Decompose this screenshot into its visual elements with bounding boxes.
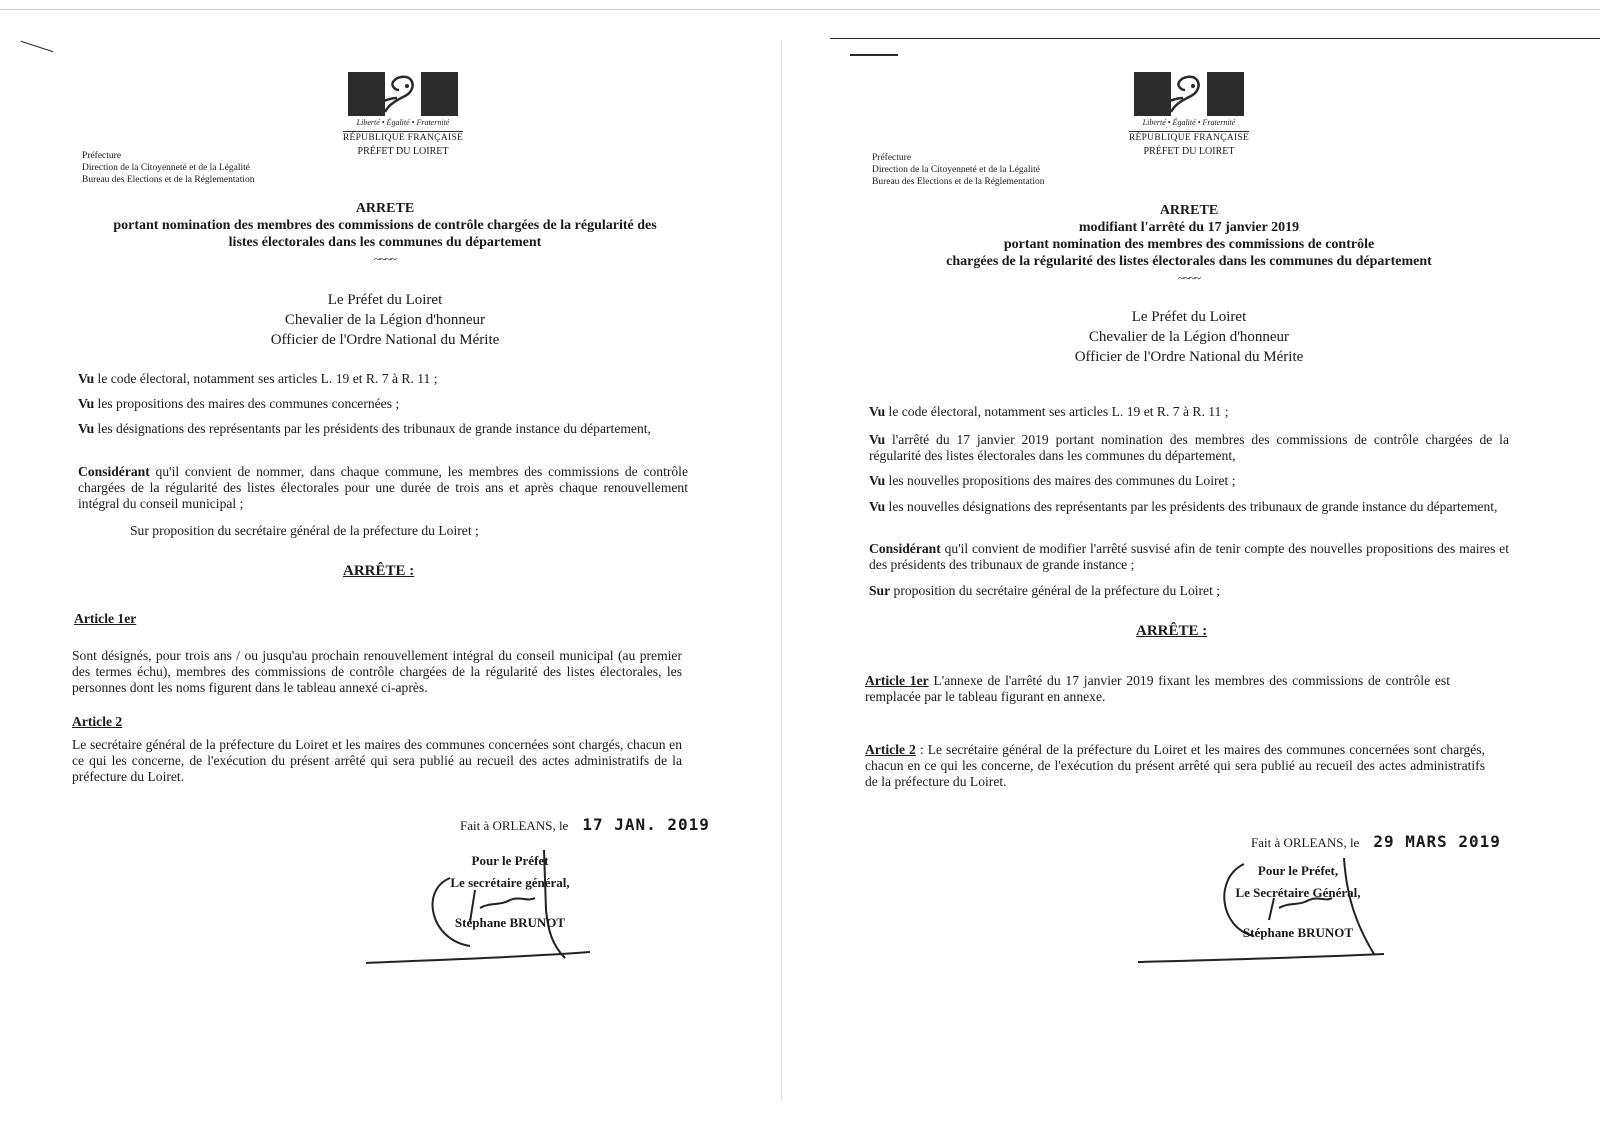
marianne-logo <box>328 72 478 157</box>
article-1-text: Sont désignés, pour trois ans / ou jusqu'au prochain renouvellement intégral du conseil municipal (au premier des termes échu), membres des commissions de contrôle chargées de la régularité des listes électorales, les personnes dont les noms figurent dans le tableau annexé ci-après. <box>72 648 682 695</box>
decree-subtitle: listes électorales dans les communes du département <box>228 235 542 250</box>
marianne-profile-icon <box>1153 74 1213 114</box>
ornament: ~~~~ <box>1178 271 1200 285</box>
article-1-title: Article 1er <box>865 673 929 688</box>
authority-line: Le Préfet du Loiret <box>1131 309 1247 325</box>
republic-label: RÉPUBLIQUE FRANÇAISE <box>1128 133 1250 143</box>
authority-line: Chevalier de la Légion d'honneur <box>1088 329 1290 345</box>
right-document <box>848 0 1530 1131</box>
article-2 <box>865 742 1485 790</box>
decree-title: ARRETE <box>355 201 415 216</box>
authority-block <box>60 290 710 350</box>
signature-place-date <box>460 815 710 834</box>
decree-subtitle: modifiant l'arrêté du 17 janvier 2019 <box>1078 220 1300 235</box>
service-block <box>82 150 255 186</box>
republic-label: RÉPUBLIQUE FRANÇAISE <box>342 133 464 143</box>
decree-subtitle: chargées de la régularité des listes électorales dans les communes du département <box>946 254 1432 269</box>
decree-heading <box>848 202 1530 287</box>
proposal-paragraph: Sur proposition du secrétaire général de la préfecture du Loiret ; <box>130 523 479 538</box>
decree-label: ARRÊTE : <box>1136 623 1208 639</box>
date-stamp: 17 JAN. 2019 <box>582 815 710 834</box>
authority-line: Officier de l'Ordre National du Mérite <box>1074 349 1304 365</box>
page-divider <box>781 40 782 1100</box>
signatory-line: Pour le Préfet <box>471 853 549 868</box>
decree-title: ARRETE <box>1159 203 1219 218</box>
prefet-label: PRÉFET DU LOIRET <box>357 146 449 157</box>
article-1-title: Article 1er <box>74 611 137 626</box>
fait-label: Fait à ORLEANS, le <box>1251 835 1360 850</box>
service-line: Bureau des Elections et de la Réglementation <box>872 177 1045 187</box>
authority-block <box>848 307 1530 367</box>
service-line: Direction de la Citoyenneté et de la Légalité <box>872 165 1041 175</box>
visa-paragraph: Vu les nouvelles désignations des représentants par les présidents des tribunaux de grande instance du département, <box>869 499 1498 514</box>
decree-subtitle: portant nomination des membres des commissions de contrôle <box>1003 237 1375 252</box>
date-stamp: 29 MARS 2019 <box>1373 832 1501 851</box>
article-2-title: Article 2 <box>72 714 123 729</box>
authority-line: Chevalier de la Légion d'honneur <box>284 312 486 328</box>
marianne-logo <box>1114 72 1264 157</box>
visa-paragraph: Vu l'arrêté du 17 janvier 2019 portant nomination des membres des commissions de contrôle chargées de la régularité des listes électorales dans les communes du département, <box>869 432 1509 463</box>
article-2-text: : Le secrétaire général de la préfecture du Loiret et les maires des communes concernées sont chargés, chacun en ce qui les concerne, de l'exécution du présent arrêté qui sera publié au recueil des actes administratifs de la préfecture du Loiret. <box>865 742 1485 789</box>
visa-paragraph: Vu les nouvelles propositions des maires des communes du Loiret ; <box>869 473 1236 488</box>
authority-line: Le Préfet du Loiret <box>327 292 443 308</box>
visa-paragraph: Vu les propositions des maires des communes concernées ; <box>78 396 400 411</box>
decree-heading <box>60 200 710 268</box>
visa-paragraph: Vu les désignations des représentants par les présidents des tribunaux de grande instance du département, <box>78 421 651 436</box>
flag-icon <box>348 72 458 116</box>
left-document <box>60 0 710 1131</box>
decree-subtitle: portant nomination des membres des commissions de contrôle chargées de la régularité des <box>113 218 657 233</box>
service-line: Direction de la Citoyenneté et de la Légalité <box>82 163 251 173</box>
service-line: Préfecture <box>82 151 122 161</box>
article-1-text: L'annexe de l'arrêté du 17 janvier 2019 fixant les membres des commissions de contrôle est remplacée par le tableau figurant en annexe. <box>865 673 1451 704</box>
signatory-name: Stéphane BRUNOT <box>1242 925 1354 940</box>
visa-paragraph: Vu le code électoral, notamment ses articles L. 19 et R. 7 à R. 11 ; <box>869 404 1229 419</box>
considering-paragraph: Considérant qu'il convient de modifier l'arrêté susvisé afin de tenir compte des nouvelles propositions des maires et des présidents des tribunaux de grande instance ; <box>869 541 1509 572</box>
article-1 <box>865 673 1450 705</box>
signatory-line: Le secrétaire général, <box>450 875 570 890</box>
signatory-name: Stéphane BRUNOT <box>454 915 566 930</box>
flag-icon <box>1134 72 1244 116</box>
article-2-text: Le secrétaire général de la préfecture du Loiret et les maires des communes concernées sont chargés, chacun en ce qui les concerne, de l'exécution du présent arrêté qui sera publié au recueil des actes administratifs de la préfecture du Loiret. <box>72 737 682 784</box>
decree-label: ARRÊTE : <box>343 563 415 579</box>
signatory-block <box>430 850 590 934</box>
scan-line-left <box>21 41 54 52</box>
article-2-title: Article 2 <box>865 742 916 757</box>
service-line: Bureau des Elections et de la Réglementation <box>82 175 255 185</box>
considering-paragraph: Considérant qu'il convient de nommer, dans chaque commune, les membres des commissions de contrôle chargées de la régularité des listes électorales pour une durée de trois ans et après chaque renouvellement intégral du conseil municipal ; <box>78 464 688 511</box>
signature-place-date <box>1251 832 1501 851</box>
motto: Liberté • Égalité • Fraternité <box>356 118 450 127</box>
signatory-line: Pour le Préfet, <box>1257 863 1339 878</box>
authority-line: Officier de l'Ordre National du Mérite <box>270 332 500 348</box>
service-block <box>872 152 1045 188</box>
visa-paragraph: Vu le code électoral, notamment ses articles L. 19 et R. 7 à R. 11 ; <box>78 371 438 386</box>
marianne-profile-icon <box>367 74 427 114</box>
ornament: ~~~~ <box>374 252 396 266</box>
signatory-block <box>1208 860 1388 944</box>
signatory-line: Le Secrétaire Général, <box>1235 885 1361 900</box>
proposal-paragraph: Sur proposition du secrétaire général de la préfecture du Loiret ; <box>869 583 1221 598</box>
motto: Liberté • Égalité • Fraternité <box>1142 118 1236 127</box>
service-line: Préfecture <box>872 153 912 163</box>
fait-label: Fait à ORLEANS, le <box>460 818 569 833</box>
prefet-label: PRÉFET DU LOIRET <box>1143 146 1235 157</box>
